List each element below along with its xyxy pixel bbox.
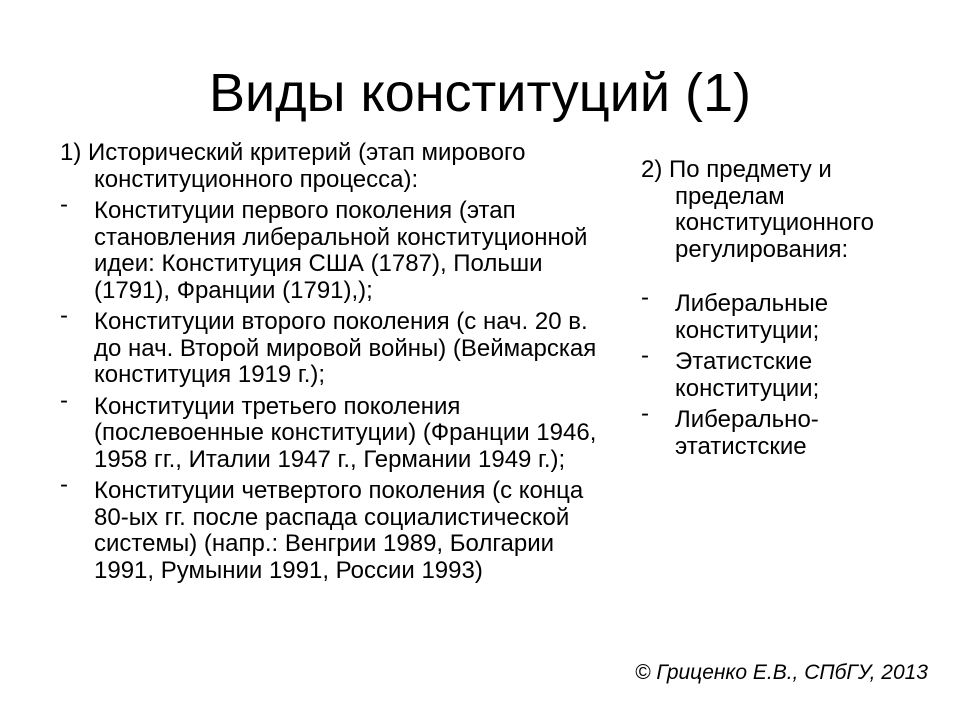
dash-bullet: - bbox=[641, 400, 649, 427]
historical-criterion-list bbox=[60, 191, 620, 584]
list-item bbox=[60, 471, 620, 584]
list-item bbox=[60, 386, 620, 474]
list-item-text: Конституции четвертого поколения (с конца 80-ых гг. после распада социалистической системы) (напр.: Венгрии 1989, Болгарии 1991, Румынии 1991, России 1993) bbox=[94, 477, 584, 584]
list-item-text: Конституции первого поколения (этап становления либеральной конституционной идеи: Конституция США (1787), Польши (1791), Франции (1791),); bbox=[94, 197, 588, 304]
copyright-footer: © Гриценко Е.В., СПбГУ, 2013 bbox=[635, 661, 928, 684]
historical-criterion-heading: 1) Исторический критерий (этап мирового конституционного процесса): bbox=[60, 139, 526, 193]
list-item-text: Либерально-этатистские bbox=[675, 406, 819, 460]
list-item bbox=[641, 400, 931, 460]
list-item bbox=[641, 284, 931, 344]
dash-bullet: - bbox=[641, 342, 649, 369]
list-item-text: Этатистские конституции; bbox=[675, 348, 820, 402]
subject-criterion-column bbox=[641, 157, 931, 465]
list-item-text: Конституции второго поколения (с нач. 20 в. до нач. Второй мировой войны) (Веймарская конституция 1919 г.); bbox=[94, 308, 597, 388]
dash-bullet: - bbox=[60, 191, 68, 218]
slide-title: Виды конституций (1) bbox=[208, 63, 752, 123]
list-item bbox=[60, 191, 620, 304]
dash-bullet: - bbox=[60, 471, 68, 498]
subject-criterion-heading: 2) По предмету и пределам конституционного регулирования: bbox=[641, 156, 874, 263]
list-item-text: Либеральные конституции; bbox=[675, 290, 829, 344]
list-item bbox=[641, 342, 931, 402]
dash-bullet: - bbox=[60, 302, 68, 329]
list-item bbox=[60, 302, 620, 389]
historical-criterion-column bbox=[60, 140, 620, 584]
list-item-text: Конституции третьего поколения (послевоенные конституции) (Франции 1946, 1958 гг., Италии 1947 г., Германии 1949 г.); bbox=[94, 392, 597, 473]
dash-bullet: - bbox=[641, 284, 649, 311]
subject-criterion-list bbox=[641, 284, 931, 460]
dash-bullet: - bbox=[60, 386, 68, 414]
